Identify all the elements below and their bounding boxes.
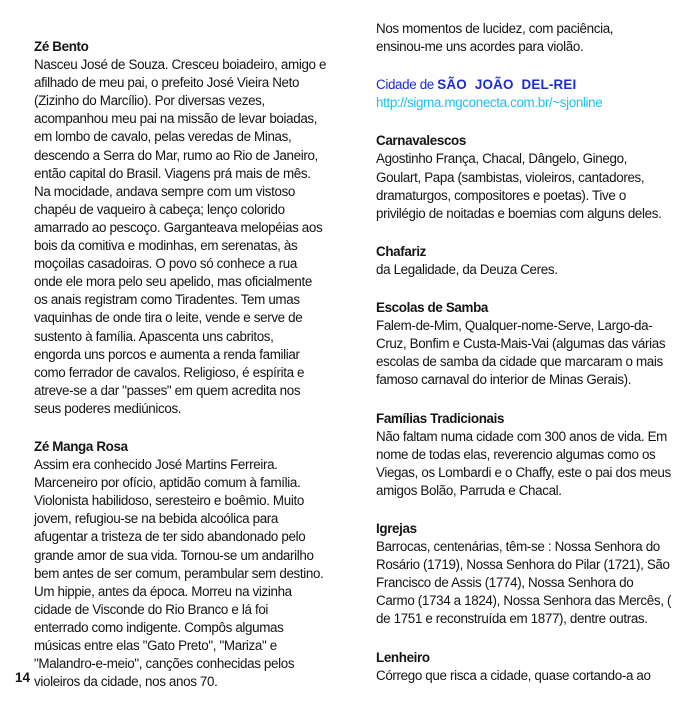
text-line: afilhado de meu pai, o prefeito José Vieira Neto <box>34 75 300 91</box>
text-line: descendo a Serra do Mar, rumo ao Rio de Janeiro, <box>34 147 318 163</box>
text-line: acompanhou meu pai na missão de levar boiadas, <box>34 111 318 127</box>
text-line: (Zizinho do Marcílio). Por diversas vezes, <box>34 93 265 109</box>
text-line: moçoilas casadoiras. O povo só conhece a rua <box>34 256 297 272</box>
text-line: dramaturgos, compositores e poetas). Tive o <box>376 187 626 203</box>
entry-body <box>34 56 366 418</box>
text-line: Não faltam numa cidade com 300 anos de vida. Em <box>376 428 667 444</box>
text-line: atreve-se a dar "passes" em quem acredita nos <box>34 382 301 398</box>
text-line: Rosário (1719), Nossa Senhora do Pilar (1721), São <box>376 557 670 573</box>
text-line: Violonista habilidoso, seresteiro e boêmio. Muito <box>34 493 304 509</box>
text-line: Barrocas, centenárias, têm-se : Nossa Senhora do <box>376 539 660 555</box>
text-line: os anais registram como Tiradentes. Tem umas <box>34 292 300 308</box>
text-line: Viegas, os Lombardi e o Chaffy, este o pai dos meus <box>376 464 671 480</box>
entry-ze-bento <box>34 38 366 418</box>
entry-igrejas <box>376 520 676 629</box>
entry-title: Zé Bento <box>34 39 89 54</box>
entry-title: Carnavalescos <box>376 133 466 149</box>
text-line: privilégio de noitadas e boemias com alguns deles. <box>376 205 662 221</box>
text-line: Cruz, Bonfim e Custa-Mais-Vai (algumas das várias <box>376 336 666 352</box>
text-line: engorda uns porcos e aumenta a renda familiar <box>34 346 300 362</box>
entry-title: Zé Manga Rosa <box>34 438 128 454</box>
text-line: Carmo (1734 a 1824), Nossa Senhora das Mercês, ( <box>376 593 672 609</box>
text-line: chapéu de vaqueiro à cabeça; lenço colorido <box>34 201 285 217</box>
text-line: amarrado ao pescoço. Garganteava melopéias aos <box>34 219 323 235</box>
text-line: afugentar a tristeza de ter sido abandonado pelo <box>34 529 306 545</box>
text-line: Goulart, Papa (sambistas, violeiros, cantadores, <box>376 169 645 185</box>
city-website-link[interactable]: http://sigma.mgconecta.com.br/~sjonline <box>376 95 603 111</box>
text-line: sustento à família. Apascenta uns cabritos, <box>34 328 274 344</box>
text-line: nome de todas elas, reverencio algumas como os <box>376 446 656 462</box>
text-line: então capital do Brasil. Viagens prá mais de mês. <box>34 165 311 181</box>
text-line: escolas de samba da cidade que marcaram o mais <box>376 354 663 370</box>
text-line: Marceneiro por ofício, aptidão comum à família. <box>34 475 301 491</box>
page-number: 14 <box>15 670 31 685</box>
entry-body <box>376 538 676 628</box>
text-line: Córrego que risca a cidade, quase cortando-a ao <box>376 667 651 683</box>
entry-title: Lenheiro <box>376 649 430 665</box>
text-line: ensinou-me uns acordes para violão. <box>376 39 584 55</box>
text-line: Nasceu José de Souza. Cresceu boiadeiro, amigo e <box>34 57 327 73</box>
text-line: Na mocidade, andava sempre com um vistoso <box>34 183 296 199</box>
text-line: "Malandro-e-meio", canções conhecidas pelos <box>34 656 295 672</box>
entry-body <box>376 150 676 222</box>
entry-continuation <box>376 20 676 56</box>
entry-title: Escolas de Samba <box>376 300 488 316</box>
entry-chafariz <box>376 243 676 279</box>
entry-lenheiro <box>376 649 676 685</box>
text-line: bois da comitiva e modinhas, em serenatas, às <box>34 238 298 254</box>
entry-carnavalescos <box>376 132 676 222</box>
text-line: de 1751 e reconstruída em 1877), dentre outras. <box>376 611 648 627</box>
text-line: Agostinho França, Chacal, Dângelo, Ginego, <box>376 151 628 167</box>
text-line: violeiros da cidade, nos anos 70. <box>34 674 218 690</box>
entry-title: Famílias Tradicionais <box>376 410 505 426</box>
text-line: bem antes de ser comum, perambular sem destino. <box>34 565 324 581</box>
text-line: onde ele mora pelo seu apelido, mas oficialmente <box>34 274 312 290</box>
city-heading-prefix: Cidade de <box>376 77 438 93</box>
text-line: como ferrador de cavalos. Religioso, é espírita e <box>34 364 305 380</box>
entry-title: Chafariz <box>376 243 427 259</box>
left-column <box>34 38 366 711</box>
text-line: da Legalidade, da Deuza Ceres. <box>376 261 558 277</box>
text-line: Nos momentos de lucidez, com paciência, <box>376 21 614 36</box>
text-line: enterrado como indigente. Compôs algumas <box>34 619 284 635</box>
entry-escolas-de-samba <box>376 299 676 389</box>
text-line: Falem-de-Mim, Qualquer-nome-Serve, Largo-da- <box>376 318 653 334</box>
text-line: músicas entre elas "Gato Preto", "Mariza" e <box>34 638 277 653</box>
text-line: grande amor de sua vida. Tornou-se um andarilho <box>34 547 314 563</box>
text-line: Um hippie, antes da época. Morreu na vizinha <box>34 583 292 599</box>
entry-body <box>376 428 676 500</box>
text-line: famoso carnaval do interior de Minas Gerais). <box>376 372 632 388</box>
right-column <box>376 20 676 705</box>
text-line: Francisco de Assis (1774), Nossa Senhora do <box>376 575 634 591</box>
text-line: cidade de Visconde do Rio Branco e lá foi <box>34 601 269 617</box>
entry-body <box>376 317 676 389</box>
text-line: em lombo de cavalo, pelas veredas de Minas, <box>34 129 292 145</box>
text-line: seus poderes mediúnicos. <box>34 400 182 416</box>
continuation-text <box>376 20 676 56</box>
city-heading-name: SÃO JOÃO DEL-REI <box>437 77 577 93</box>
text-line: amigos Bolão, Parruda e Chacal. <box>376 482 562 498</box>
city-heading <box>376 76 676 112</box>
entry-familias-tradicionais <box>376 410 676 500</box>
text-line: vaquinhas de onde tira o leite, vende e serve de <box>34 310 303 326</box>
entry-ze-manga-rosa <box>34 438 366 691</box>
text-line: jovem, refugiou-se na bebida alcoólica para <box>34 511 278 527</box>
entry-title: Igrejas <box>376 520 417 536</box>
text-line: Assim era conhecido José Martins Ferreira. <box>34 457 278 473</box>
entry-body <box>34 456 366 691</box>
entry-body <box>376 261 676 279</box>
entry-body <box>376 667 676 685</box>
